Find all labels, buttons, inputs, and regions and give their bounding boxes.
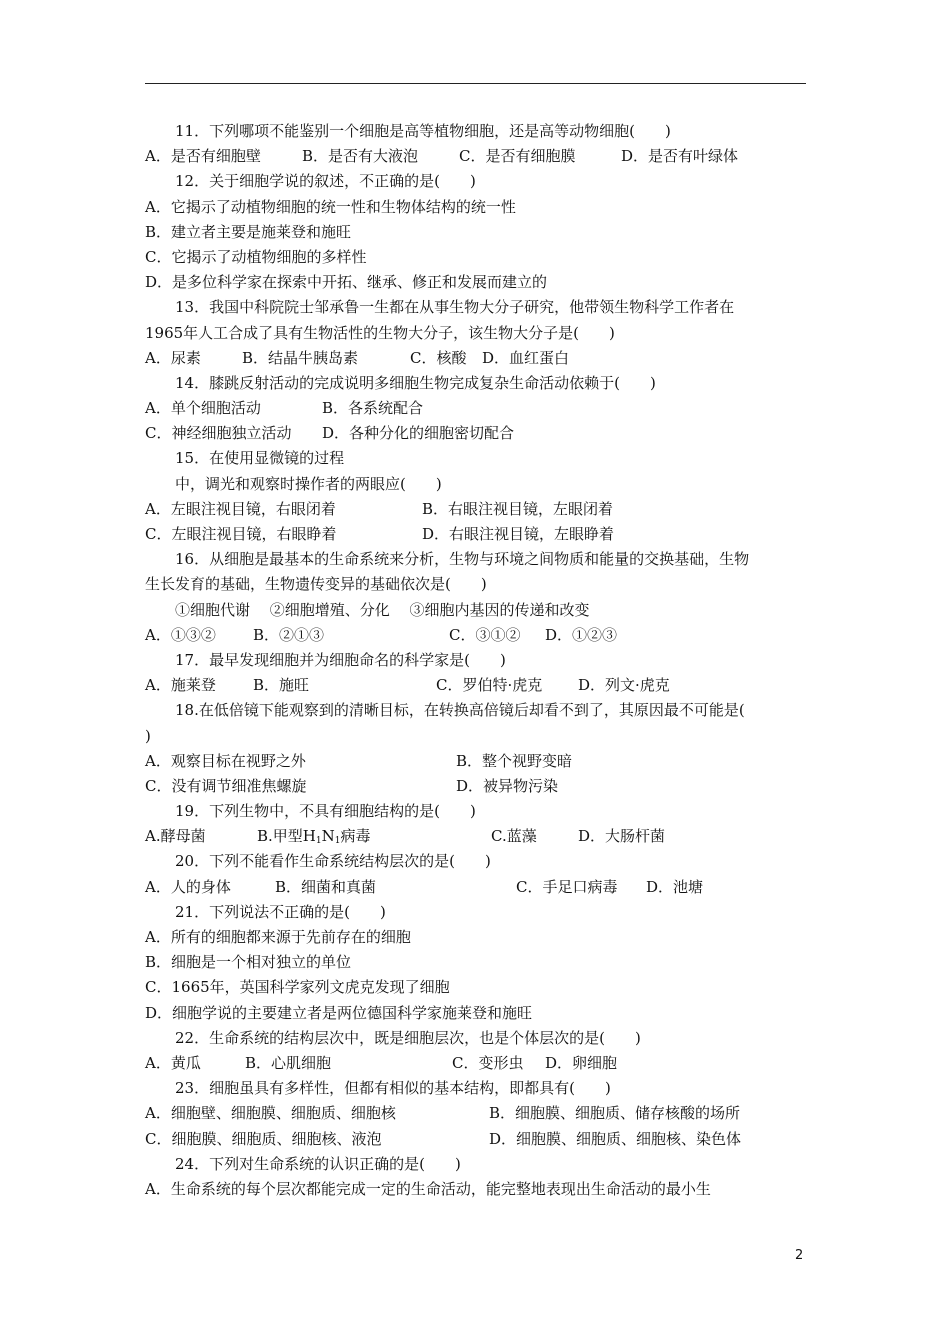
question-20-stem: 20．下列不能看作生命系统结构层次的是( ) [175,852,491,871]
question-16-options [145,623,810,648]
question-15-options-ab [145,497,810,522]
option-c: C．是否有细胞膜 [459,147,576,166]
question-21-stem: 21．下列说法不正确的是( ) [175,902,386,921]
option-a: A．尿素 [145,348,201,367]
option-d: D．血红蛋白 [482,348,570,367]
question-15-stem-cont: 中，调光和观察时操作者的两眼应( ) [175,474,442,493]
option-b: B．施旺 [253,676,310,695]
option-a: A．是否有细胞壁 [145,147,261,166]
option-d: D．①②③ [545,625,618,644]
option-b: B．细胞膜、细胞质、储存核酸的场所 [489,1104,741,1123]
option-b: B．整个视野变暗 [456,751,573,770]
option-c: C．没有调节细准焦螺旋 [145,776,307,795]
option-c: C．它揭示了动植物细胞的多样性 [145,247,367,266]
header-rule [145,83,806,84]
option-c: C．变形虫 [452,1053,524,1072]
question-13-options [145,346,810,371]
option-c: C．1665年，英国科学家列文虎克发现了细胞 [145,978,450,997]
option-c: C．③①② [449,625,521,644]
option-d: D．列文·虎克 [578,676,670,695]
option-a: A．所有的细胞都来源于先前存在的细胞 [145,928,411,946]
question-23-stem: 23．细胞虽具有多样性，但都有相似的基本结构，即都具有( ) [175,1079,611,1098]
question-11-stem: 11．下列哪项不能鉴别一个细胞是高等植物细胞，还是高等动物细胞( ) [175,122,671,140]
option-d: D．细胞学说的主要建立者是两位德国科学家施莱登和施旺 [145,1003,533,1022]
question-16-stem: 16．从细胞是最基本的生命系统来分析，生物与环境之间物质和能量的交换基础，生物 [175,550,750,569]
option-d: D．卵细胞 [545,1053,618,1072]
option-c: C．手足口病毒 [516,877,618,896]
option-b: B．细胞是一个相对独立的单位 [145,953,352,972]
option-c: C．左眼注视目镜，右眼睁着 [145,525,337,543]
page-number: 2 [795,1248,804,1263]
option-b-text: N [321,827,335,846]
question-15-stem: 15．在使用显微镜的过程 [175,449,345,468]
option-d: D．被异物污染 [456,776,559,795]
option-a: A．细胞壁、细胞膜、细胞质、细胞核 [145,1104,396,1123]
option-d: D．右眼注视目镜，左眼睁着 [422,525,615,543]
question-11-options [145,144,810,169]
question-list [145,119,810,1202]
option-b: B．心肌细胞 [245,1053,332,1072]
option-b: B．②①③ [253,625,325,644]
question-22-stem: 22．生命系统的结构层次中，既是细胞层次，也是个体层次的是( ) [175,1028,641,1047]
question-18-options-ab [145,749,810,774]
question-13-stem-cont: 1965年人工合成了具有生物活性的生物大分子，该生物大分子是( ) [145,323,615,342]
question-23-options-cd [145,1127,810,1152]
question-24-stem: 24．下列对生命系统的认识正确的是( ) [175,1154,461,1173]
question-18-options-cd [145,774,810,799]
question-17-stem: 17．最早发现细胞并为细胞命名的科学家是( ) [175,650,506,669]
option-c: C．细胞膜、细胞质、细胞核、液泡 [145,1129,382,1148]
option-c: C.蓝藻 [491,827,537,846]
question-15-options-cd [145,522,810,547]
option-b-text: B.甲型H [257,827,316,846]
option-b: B．是否有大液泡 [302,147,419,166]
option-b-text: 病毒 [340,827,371,846]
option-d: D．大肠杆菌 [578,827,666,846]
question-12-stem: 12．关于细胞学说的叙述，不正确的是( ) [175,172,476,191]
question-14-options-ab [145,396,810,421]
question-18-stem-cont: ) [145,726,151,745]
question-14-stem: 14．膝跳反射活动的完成说明多细胞生物完成复杂生命活动依赖于( ) [175,373,656,392]
subscript: 1 [334,836,341,847]
question-16-stem-cont: 生长发育的基础，生物遗传变异的基础依次是( ) [145,575,487,594]
question-13-stem: 13．我国中科院院士邹承鲁一生都在从事生物大分子研究，他带领生物科学工作者在 [175,298,735,317]
option-d: D．是否有叶绿体 [621,147,739,166]
option-a: A．观察目标在视野之外 [145,751,306,770]
question-19-options [145,824,810,849]
option-a: A．人的身体 [145,877,231,896]
option-a: A.酵母菌 [145,827,206,846]
option-d: D．池塘 [646,877,704,896]
option-b [257,824,491,849]
option-a: A．生命系统的每个层次都能完成一定的生命活动，能完整地表现出生命活动的最小生 [145,1179,711,1198]
question-14-options-cd [145,421,810,446]
option-a: A．黄瓜 [145,1053,201,1072]
option-a: A．单个细胞活动 [145,399,261,418]
option-a: A．它揭示了动植物细胞的统一性和生物体结构的统一性 [145,197,516,216]
option-b: B．建立者主要是施莱登和施旺 [145,222,352,241]
question-18-stem: 18.在低倍镜下能观察到的清晰目标，在转换高倍镜后却看不到了，其原因最不可能是( [175,701,745,720]
question-16-items: ①细胞代谢 ②细胞增殖、分化 ③细胞内基因的传递和改变 [175,600,590,619]
question-20-options [145,875,810,900]
option-a: A．左眼注视目镜，右眼闭着 [145,499,336,518]
option-b: B．结晶牛胰岛素 [242,348,359,367]
option-c: C．罗伯特·虎克 [436,676,543,695]
option-a: A．①③② [145,625,216,644]
option-b: B．右眼注视目镜，左眼闭着 [422,499,614,518]
option-b: B．细菌和真菌 [275,877,377,896]
option-d: D．细胞膜、细胞质、细胞核、染色体 [489,1129,742,1148]
question-17-options [145,673,810,698]
option-c: C．神经细胞独立活动 [145,424,292,443]
option-c: C．核酸 [410,348,467,367]
option-a: A．施莱登 [145,676,216,695]
option-b: B．各系统配合 [322,399,424,418]
subscript: 1 [315,836,322,847]
option-d: D．是多位科学家在探索中开拓、继承、修正和发展而建立的 [145,273,548,292]
question-22-options [145,1051,810,1076]
question-19-stem: 19．下列生物中，不具有细胞结构的是( ) [175,802,476,821]
option-d: D．各种分化的细胞密切配合 [322,424,515,443]
question-23-options-ab [145,1101,810,1126]
